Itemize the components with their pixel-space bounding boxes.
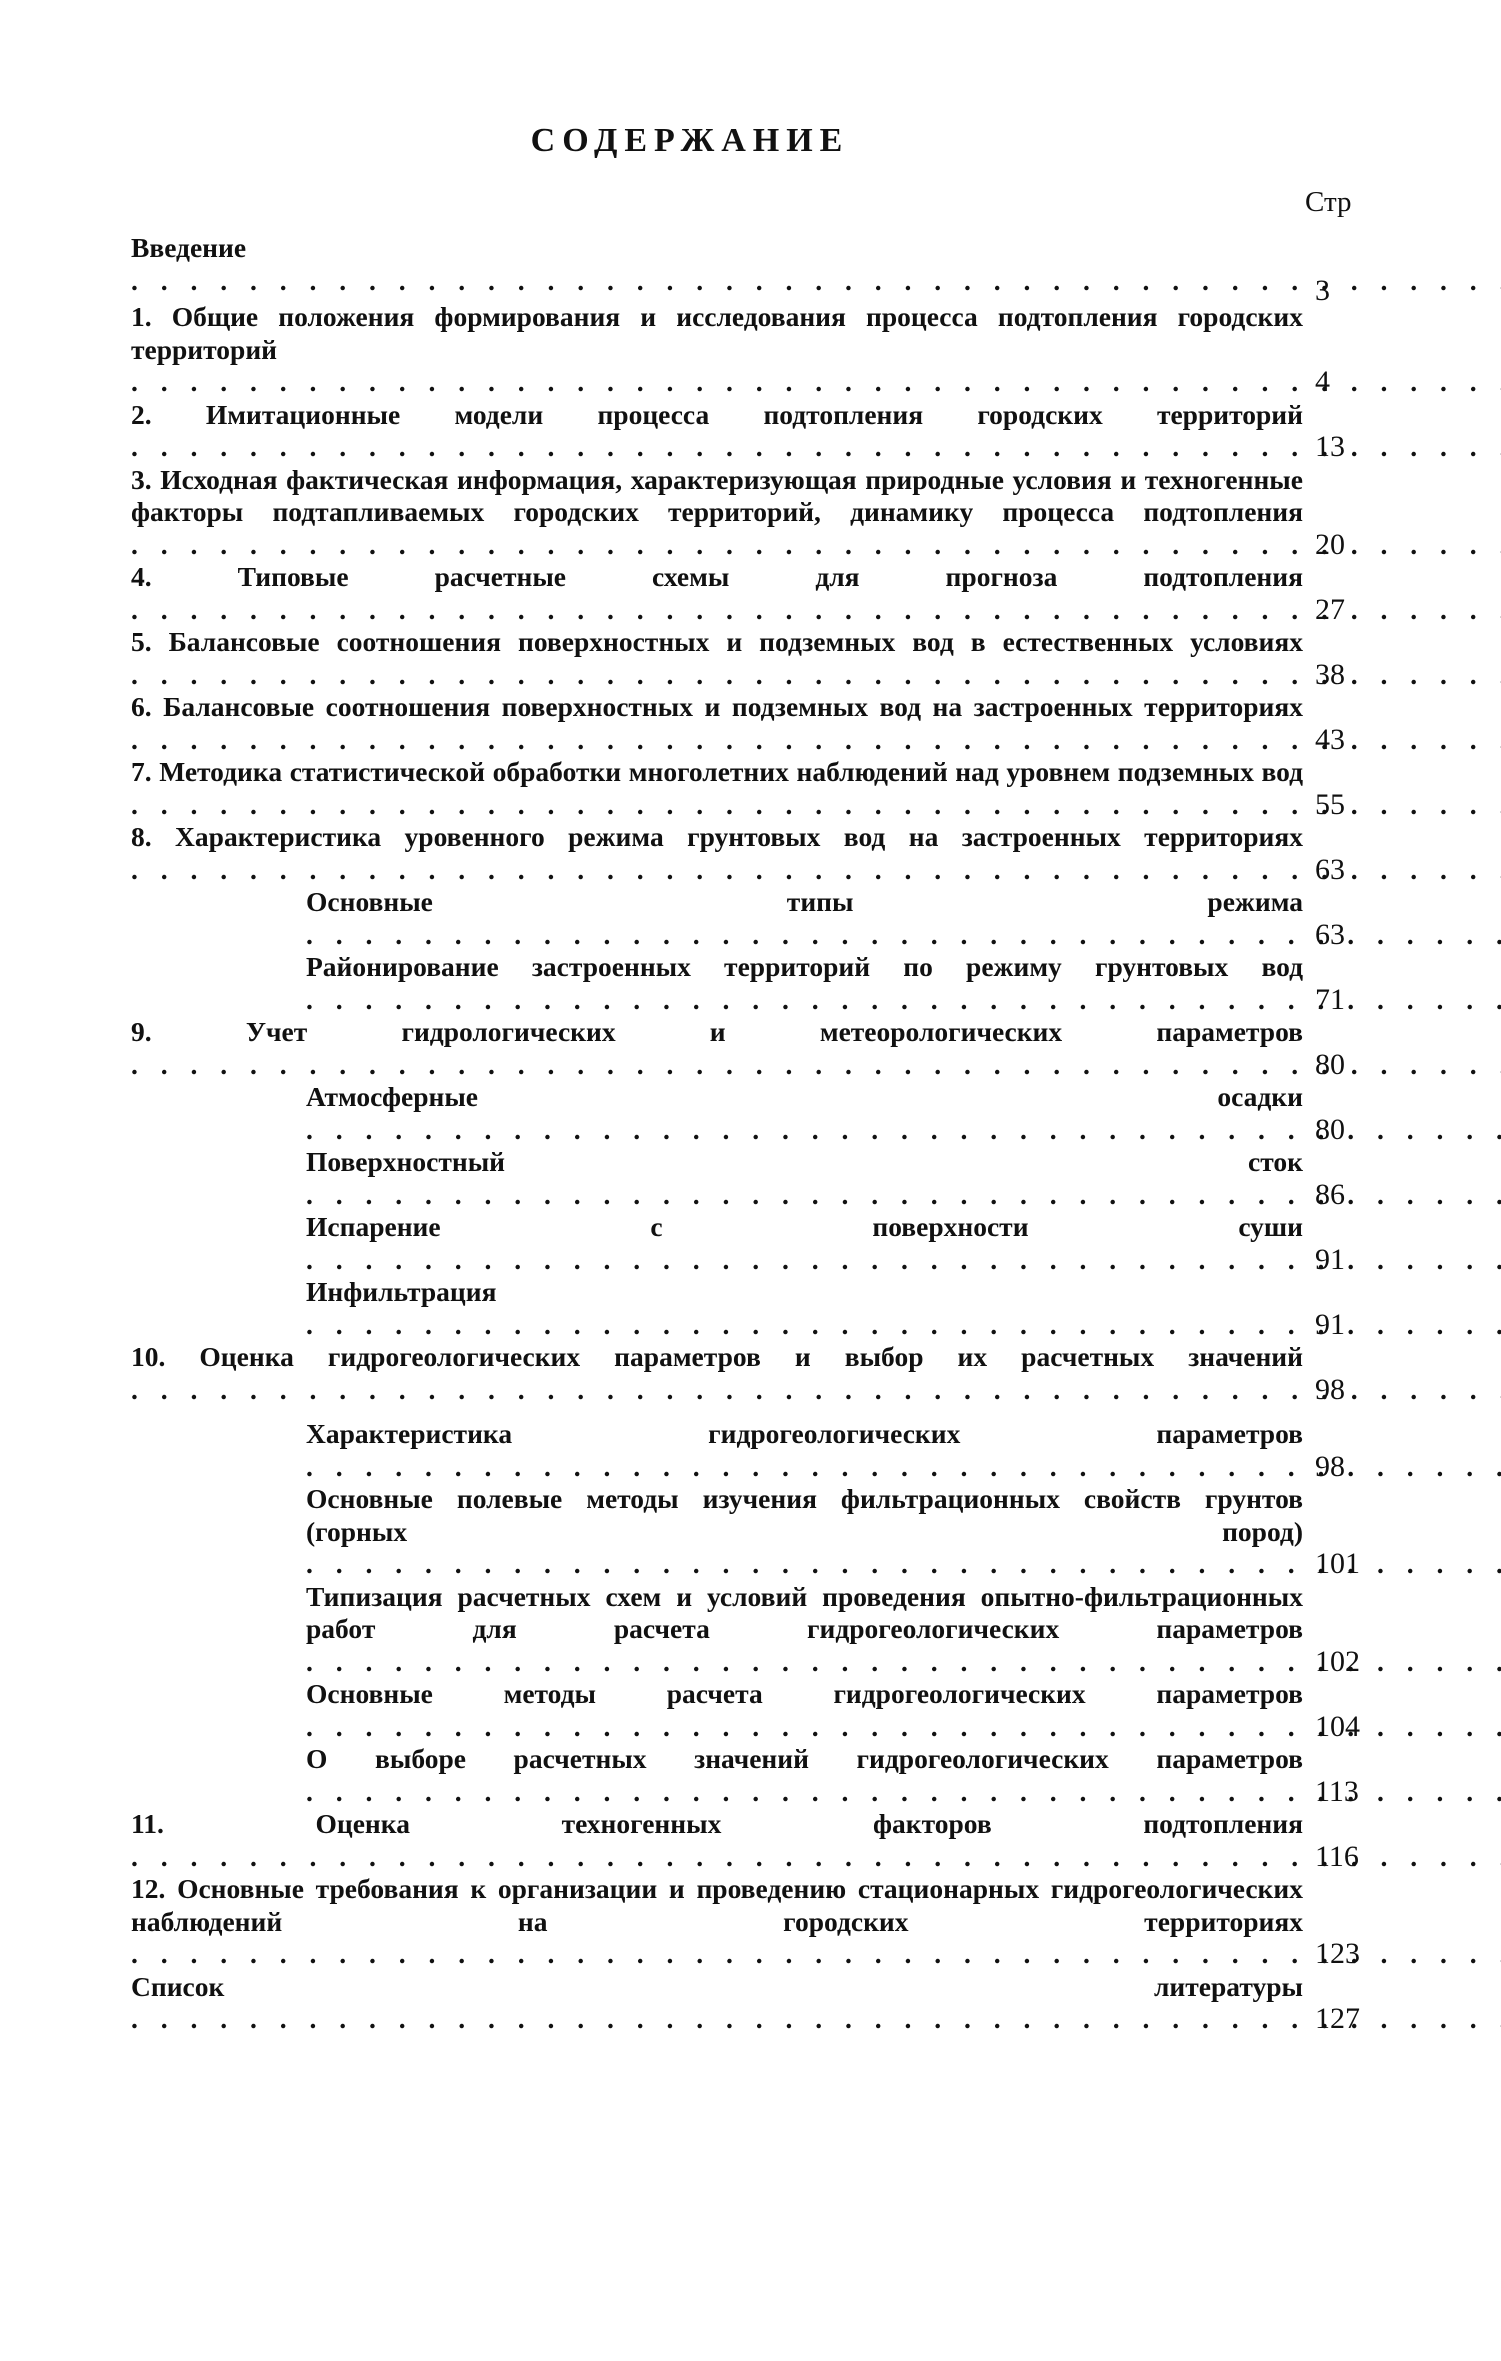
toc-entry-1 <box>131 301 1371 399</box>
toc-entry-8 <box>131 821 1371 886</box>
toc-entry-page: 102 <box>1315 1644 1360 1678</box>
toc-entry-text <box>131 626 1315 691</box>
toc-entry-page: 63 <box>1315 917 1345 951</box>
toc-entry-page: 98 <box>1315 1449 1345 1483</box>
toc-entry-4 <box>131 561 1371 626</box>
toc-entry-page: 4 <box>1315 365 1330 398</box>
toc-entry-2 <box>131 399 1371 464</box>
toc-entry-title: Атмосферные осадки <box>306 1081 1303 1112</box>
toc-entry-6 <box>131 691 1371 756</box>
toc-entry-title: 5. Балансовые соотношения поверхностных и подземных вод в естественных условиях <box>131 626 1303 657</box>
toc-subentry-10-1 <box>131 1418 1371 1483</box>
toc-entry-title: Характеристика гидрогеологических параметров <box>306 1418 1303 1449</box>
toc-entry-text <box>131 756 1315 821</box>
toc-entry-text <box>131 691 1315 756</box>
toc-entry-page: 127 <box>1315 2002 1360 2035</box>
toc-subentry-10-5 <box>131 1743 1371 1808</box>
toc-entry-text <box>131 301 1315 399</box>
toc-entry-title: 6. Балансовые соотношения поверхностных и подземных вод на застроенных территориях <box>131 691 1303 722</box>
toc-subentry-9-2 <box>131 1146 1371 1211</box>
toc-subentry-10-2 <box>131 1483 1371 1581</box>
toc-entry-text <box>306 1418 1315 1483</box>
toc-entry-text <box>306 1081 1315 1146</box>
toc-entry-text <box>306 951 1315 1016</box>
toc-entry-page: 104 <box>1315 1709 1360 1743</box>
toc-entry-title: 3. Исходная фактическая информация, характеризующая природные условия и техногенные факторы подтапливаемых городских территорий, динамику процесса подтопления <box>131 463 1303 527</box>
toc-entry-title: 4. Типовые расчетные схемы для прогноза подтопления <box>131 561 1303 592</box>
toc-entry-title: Районирование застроенных территорий по режиму грунтовых вод <box>306 951 1303 982</box>
toc-entry-title: 8. Характеристика уровенного режима грунтовых вод на застроенных территориях <box>131 821 1303 852</box>
toc-entry-text <box>306 1276 1315 1341</box>
toc-subentry-9-1 <box>131 1081 1371 1146</box>
toc-entry-title: 1. Общие положения формирования и исследования процесса подтопления городских территорий <box>131 301 1303 365</box>
toc-entry-page: 101 <box>1315 1547 1360 1580</box>
toc-entry-title: Основные типы режима <box>306 886 1303 917</box>
toc-entry-text <box>131 1873 1315 1971</box>
toc-entry-12 <box>131 1873 1371 1971</box>
toc-entry-page: 98 <box>1315 1372 1345 1406</box>
toc-entry-page: 38 <box>1315 657 1345 691</box>
toc-entry-page: 20 <box>1315 527 1345 561</box>
toc-entry-title: Испарение с поверхности суши <box>306 1211 1303 1242</box>
toc-entry-10 <box>131 1341 1371 1406</box>
toc-entry-text <box>306 1146 1315 1211</box>
toc-entry-title: 11. Оценка техногенных факторов подтопления <box>131 1808 1303 1839</box>
toc-entry-page: 116 <box>1315 1839 1359 1873</box>
table-of-contents <box>131 232 1371 2036</box>
toc-entry-intro <box>131 232 1371 307</box>
toc-entry-title: Типизация расчетных схем и условий проведения опытно-фильтрационных работ для расчета гидрогеологических параметров <box>306 1580 1303 1644</box>
toc-entry-title: Основные полевые методы изучения фильтрационных свойств грунтов (горных пород) <box>306 1483 1303 1547</box>
toc-entry-text <box>131 1971 1315 2036</box>
toc-entry-text <box>306 1581 1315 1679</box>
toc-entry-title: 7. Методика статистической обработки многолетних наблюдений над уровнем подземных вод <box>131 756 1303 787</box>
toc-entry-5 <box>131 626 1371 691</box>
toc-entry-text <box>306 886 1315 951</box>
toc-entry-title: Основные методы расчета гидрогеологических параметров <box>306 1678 1303 1709</box>
toc-entry-page: 55 <box>1315 787 1345 821</box>
toc-entry-references <box>131 1971 1371 2036</box>
toc-entry-page: 123 <box>1315 1937 1360 1970</box>
page-column-label: Стр <box>1305 186 1352 218</box>
toc-entry-text <box>131 399 1315 464</box>
toc-entry-text <box>306 1483 1315 1581</box>
toc-entry-text <box>131 821 1315 886</box>
toc-entry-text <box>306 1743 1315 1808</box>
toc-entry-text <box>131 561 1315 626</box>
toc-entry-text <box>131 232 1315 297</box>
toc-subentry-10-4 <box>131 1678 1371 1743</box>
toc-subentry-9-3 <box>131 1211 1371 1276</box>
toc-entry-page: 91 <box>1315 1242 1345 1276</box>
toc-entry-text <box>306 1211 1315 1276</box>
toc-entry-text <box>131 1808 1315 1873</box>
toc-entry-page: 80 <box>1315 1047 1345 1081</box>
toc-entry-title: Введение <box>131 232 247 263</box>
toc-entry-3 <box>131 464 1371 562</box>
toc-subentry-10-3 <box>131 1581 1371 1679</box>
toc-entry-title: 12. Основные требования к организации и проведению стационарных гидрогеологических наблюдений на городских территориях <box>131 1873 1303 1937</box>
toc-entry-title: Список литературы <box>131 1970 1303 2002</box>
toc-subentry-9-4 <box>131 1276 1371 1341</box>
toc-entry-page: 91 <box>1315 1307 1345 1341</box>
toc-entry-title: 2. Имитационные модели процесса подтопления городских территорий <box>131 398 1303 430</box>
toc-entry-title: О выборе расчетных значений гидрогеологических параметров <box>306 1743 1303 1774</box>
toc-subentry-8-1 <box>131 886 1371 951</box>
toc-entry-page: 86 <box>1315 1177 1345 1211</box>
page-title: СОДЕРЖАНИЕ <box>530 122 850 159</box>
toc-entry-text <box>131 1016 1315 1081</box>
toc-entry-text <box>131 1341 1315 1406</box>
toc-entry-9 <box>131 1016 1371 1081</box>
toc-entry-title: Поверхностный сток <box>306 1146 1303 1177</box>
toc-entry-page: 71 <box>1315 982 1345 1016</box>
toc-entry-page: 113 <box>1315 1774 1359 1808</box>
toc-entry-page: 63 <box>1315 852 1345 886</box>
toc-entry-page: 13 <box>1315 430 1345 463</box>
toc-entry-11 <box>131 1808 1371 1873</box>
toc-subentry-8-2 <box>131 951 1371 1016</box>
toc-entry-title: 10. Оценка гидрогеологических параметров и выбор их расчетных значений <box>131 1341 1303 1372</box>
toc-entry-page: 43 <box>1315 722 1345 756</box>
toc-entry-page: 3 <box>1315 273 1330 307</box>
toc-entry-text <box>306 1678 1315 1743</box>
toc-entry-title: 9. Учет гидрологических и метеорологических параметров <box>131 1016 1303 1047</box>
toc-entry-page: 80 <box>1315 1112 1345 1146</box>
toc-entry-page: 27 <box>1315 592 1345 626</box>
toc-entry-title: Инфильтрация <box>306 1276 497 1307</box>
toc-entry-text <box>131 464 1315 562</box>
toc-entry-7 <box>131 756 1371 821</box>
